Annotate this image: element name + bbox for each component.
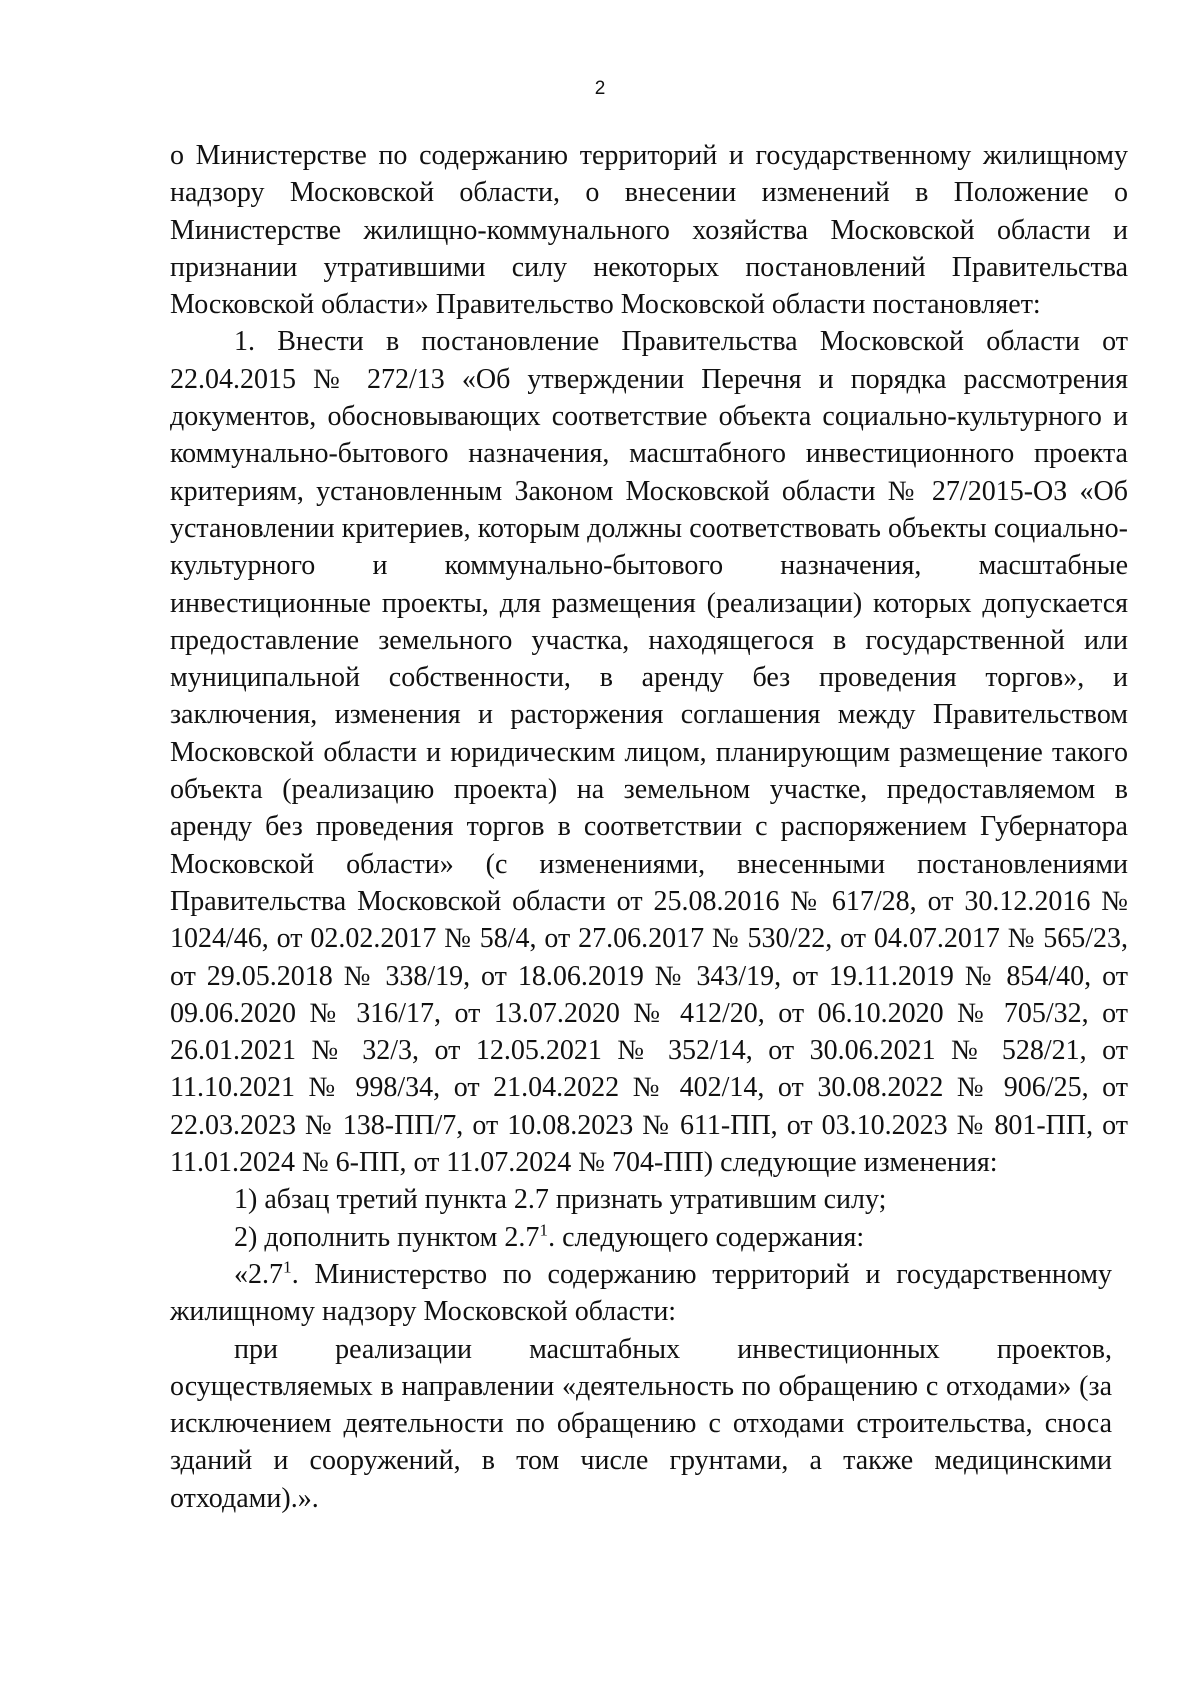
quote-heading-paragraph — [170, 1256, 1112, 1331]
item-1-paragraph: 1. Внести в постановление Правительства Московской области от 22.04.2015 № 272/13 «Об утверждении Перечня и порядка рассмотрения документов, обосновывающих соответствие объекта социально-культурного и коммунально-бытового назначения, масштабного инвестиционного проекта критериям, установленным Законом Московской области № 27/2015-ОЗ «Об установлении критериев, которым должны соответствовать объекты социально-культурного и коммунально-бытового назначения, масштабные инвестиционные проекты, для размещения (реализации) которых допускается предоставление земельного участка, находящегося в государственной или муниципальной собственности, в аренду без проведения торгов», и заключения, изменения и расторжения соглашения между Правительством Московской области и юридическим лицом, планирующим размещение такого объекта (реализацию проекта) на земельном участке, предоставляемом в аренду без проведения торгов в соответствии с распоряжением Губернатора Московской области» (с изменениями, внесенными постановлениями Правительства Московской области от 25.08.2016 № 617/28, от 30.12.2016 № 1024/46, от 02.02.2017 № 58/4, от 27.06.2017 № 530/22, от 04.07.2017 № 565/23, от 29.05.2018 № 338/19, от 18.06.2019 № 343/19, от 19.11.2019 № 854/40, от 09.06.2020 № 316/17, от 13.07.2020 № 412/20, от 06.10.2020 № 705/32, от 26.01.2021 № 32/3, от 12.05.2021 № 352/14, от 30.06.2021 № 528/21, от 11.10.2021 № 998/34, от 21.04.2022 № 402/14, от 30.08.2022 № 906/25, от 22.03.2023 № 138-ПП/7, от 10.08.2023 № 611-ПП, от 03.10.2023 № 801-ПП, от 11.01.2024 № 6-ПП, от 11.07.2024 № 704-ПП) следующие изменения: — [170, 326, 1128, 1179]
quote-heading-start: «2.7 — [234, 1258, 283, 1290]
quote-heading-end: . Министерство по содержанию территорий и государственному жилищному надзору Московской области: — [170, 1258, 1112, 1328]
quote-body-paragraph: при реализации масштабных инвестиционных проектов, осуществляемых в направлении «деятельность по обращению с отходами» (за исключением деятельности по обращению с отходами строительства, сноса зданий и сооружений, в том числе грунтами, а также медицинскими отходами).». — [170, 1333, 1112, 1514]
subitem-2-text-start: 2) дополнить пунктом 2.7 — [234, 1221, 540, 1253]
subitem-2-text-end: . следующего содержания: — [548, 1221, 865, 1253]
document-body — [170, 137, 1128, 1517]
page-number: 2 — [594, 78, 606, 99]
subitem-2-superscript: 1 — [539, 1220, 549, 1240]
subitem-1-paragraph: 1) абзац третий пункта 2.7 признать утратившим силу; — [234, 1184, 887, 1216]
intro-paragraph: о Министерстве по содержанию территорий и государственному жилищному надзору Московской области, о внесении изменений в Положение о Министерстве жилищно-коммунального хозяйства Московской области и признании утратившими силу некоторых постановлений Правительства Московской области» Правительство Московской области постановляет: — [170, 140, 1128, 321]
quote-heading-superscript: 1 — [283, 1257, 292, 1277]
subitem-2-paragraph — [170, 1219, 1128, 1256]
